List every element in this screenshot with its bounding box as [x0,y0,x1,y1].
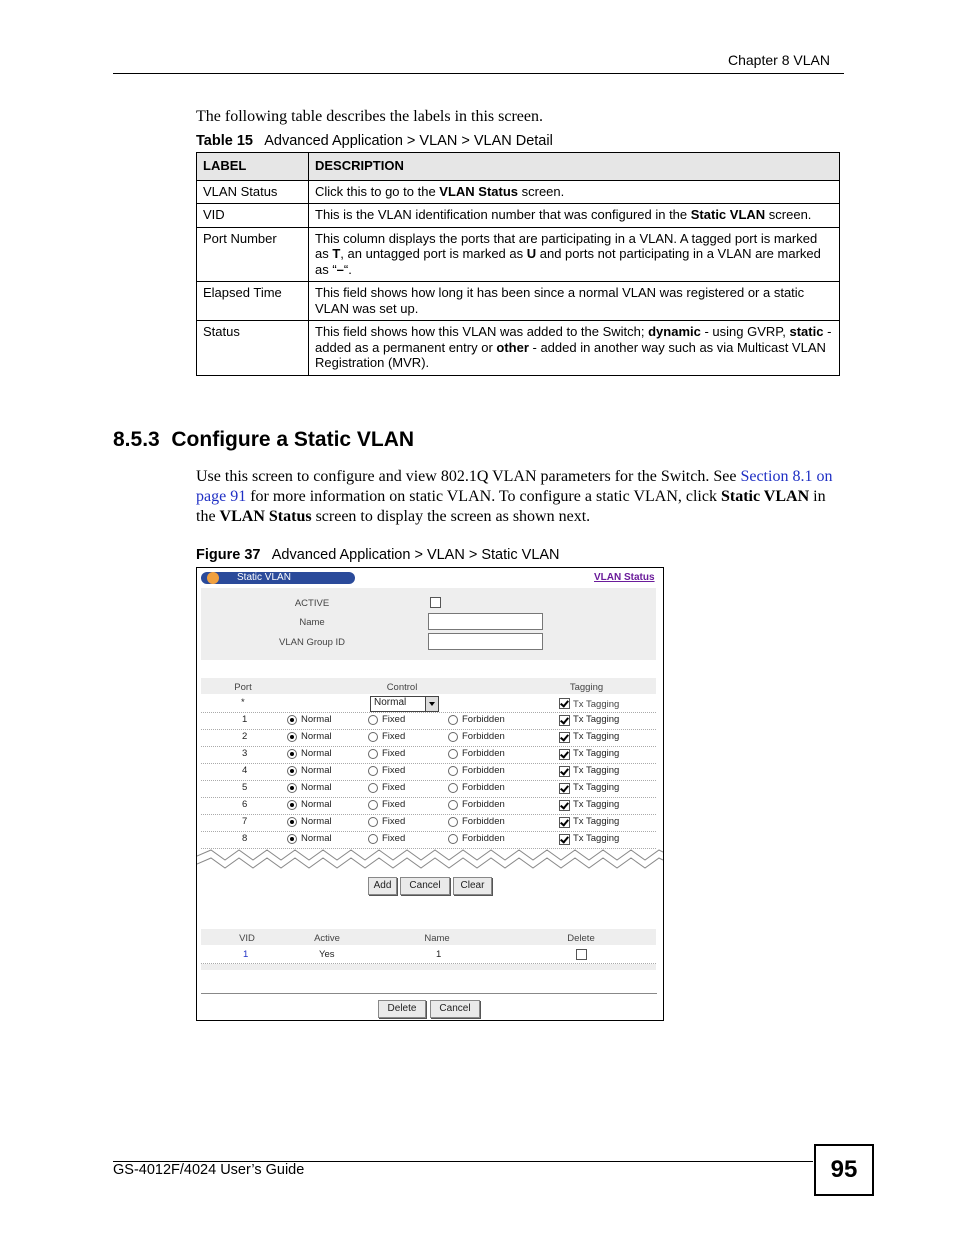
tx-tagging-checkbox[interactable] [559,800,570,811]
active-column-header: Active [314,933,340,944]
static-vlan-screenshot: Static VLAN VLAN Status ACTIVE Name VLAN Group ID Port Control Tagging * Normal Tx Tagging 1 Normal Fixed Forbidden Tx Tagging 2 Normal Fixed Forbidden Tx Tagging 3 Normal Fixed Forbidden Tx Tagging 4 Normal Fixed Forbidden Tx Tagging 5 Normal Fixed Forbidden Tx Tagging 6 Normal Fixed Forbidden Tx Tagging 7 Normal Fixed Forbidden Tx Tagging 8 Normal Fixed Forbidden Tx Tagging Add Cancel Clear VID Active Name Delete 1 Yes 1 Delete Cancel [196,567,664,1021]
forbidden-radio[interactable] [448,817,458,827]
normal-label: Normal [301,731,332,742]
fixed-label: Fixed [382,731,406,742]
control-select-all[interactable]: Normal [370,696,439,712]
description-table [196,152,840,376]
row-label: Port Number [197,227,309,282]
tx-tagging-checkbox[interactable] [559,732,570,743]
all-ports-row: * [201,695,656,713]
forbidden-radio[interactable] [448,732,458,742]
forbidden-label: Forbidden [462,731,505,742]
port-row [201,763,656,781]
figure-caption [196,547,560,563]
tagging-column-header: Tagging [569,682,604,693]
normal-label: Normal [301,748,332,759]
list-footer-bar [201,964,656,970]
tx-tagging-label: Tx Tagging [573,816,620,827]
active-label: ACTIVE [294,598,330,609]
delete-button[interactable]: Delete [378,1000,426,1018]
fixed-label: Fixed [382,748,406,759]
tx-tagging-label: Tx Tagging [573,731,620,742]
name-input[interactable] [428,613,543,630]
active-checkbox[interactable] [430,597,441,608]
forbidden-radio[interactable] [448,783,458,793]
port-number: 3 [242,748,248,759]
forbidden-label: Forbidden [462,816,505,827]
table-header-row [197,153,840,181]
forbidden-radio[interactable] [448,715,458,725]
normal-label: Normal [301,782,332,793]
add-button[interactable]: Add [368,877,397,895]
port-row [201,712,656,730]
cut-break-decoration [197,848,663,872]
fixed-label: Fixed [382,816,406,827]
vid-link[interactable]: 1 [243,949,249,960]
forbidden-radio[interactable] [448,749,458,759]
page-number: 95 [814,1144,874,1196]
header-label: LABEL [197,153,309,181]
delete-checkbox[interactable] [576,949,587,960]
tx-tagging-checkbox[interactable] [559,817,570,828]
port-row [201,797,656,815]
fixed-radio[interactable] [368,783,378,793]
normal-radio[interactable] [287,749,297,759]
row-label: VLAN Status [197,180,309,204]
port-number: 7 [242,816,248,827]
normal-label: Normal [301,833,332,844]
tx-tagging-label: Tx Tagging [573,765,620,776]
forbidden-label: Forbidden [462,748,505,759]
vlan-group-id-input[interactable] [428,633,543,650]
port-row [201,814,656,832]
body-paragraph: Use this screen to configure and view 802.1Q VLAN parameters for the Switch. See Section 8.1 on page 91 for more information on static VLAN. To configure a static VLAN, click Static VLAN in the VLAN Status screen to display the screen as shown next. [196,468,833,525]
cancel-list-button[interactable]: Cancel [430,1000,480,1018]
row-description: This field shows how long it has been since a normal VLAN was registered or a static VLAN was set up. [309,282,840,321]
tx-tagging-all-checkbox[interactable] [559,698,570,709]
fixed-label: Fixed [382,714,406,725]
table-row [197,321,840,376]
port-row [201,746,656,764]
table-caption-number: Table 15 [196,133,253,149]
normal-label: Normal [301,714,332,725]
table-row [197,204,840,228]
section-title: Configure a Static VLAN [171,428,415,451]
tx-tagging-checkbox[interactable] [559,715,570,726]
forbidden-label: Forbidden [462,782,505,793]
footer-guide-title: GS-4012F/4024 User’s Guide [113,1162,305,1178]
table-caption-text: Advanced Application > VLAN > VLAN Detail [264,133,553,149]
fixed-label: Fixed [382,782,406,793]
table-row [197,180,840,204]
cancel-button[interactable]: Cancel [400,877,450,895]
port-number: 6 [242,799,248,810]
normal-radio[interactable] [287,715,297,725]
fixed-radio[interactable] [368,817,378,827]
port-row [201,780,656,798]
port-row [201,729,656,747]
tx-tagging-checkbox[interactable] [559,783,570,794]
port-number: 5 [242,782,248,793]
figure-caption-text: Advanced Application > VLAN > Static VLAN [271,547,560,563]
table-caption [196,133,553,149]
vlan-group-id-label: VLAN Group ID [279,637,345,648]
section-link[interactable]: Section 8.1 on page 91 [196,468,833,505]
normal-label: Normal [301,799,332,810]
header-rule [113,73,844,74]
tx-tagging-label: Tx Tagging [573,833,620,844]
tx-tagging-label: Tx Tagging [573,782,620,793]
vid-column-header: VID [239,933,255,944]
name-label: Name [299,617,325,628]
forbidden-label: Forbidden [462,765,505,776]
fixed-radio[interactable] [368,732,378,742]
forbidden-radio[interactable] [448,834,458,844]
figure-caption-number: Figure 37 [196,547,261,563]
port-row [201,831,656,849]
fixed-label: Fixed [382,833,406,844]
fixed-radio[interactable] [368,766,378,776]
forbidden-radio[interactable] [448,800,458,810]
port-column-header: Port [234,682,252,693]
clear-button[interactable]: Clear [453,877,492,895]
name-value: 1 [436,949,442,960]
table-row [197,227,840,282]
normal-radio[interactable] [287,817,297,827]
normal-label: Normal [301,765,332,776]
section-number: 8.5.3 [113,428,160,451]
row-label: VID [197,204,309,228]
normal-radio[interactable] [287,834,297,844]
row-description: This column displays the ports that are participating in a VLAN. A tagged port is marked as T, an untagged port is marked as U and ports not participating in a VLAN are marked as “–“. [309,227,840,282]
normal-label: Normal [301,816,332,827]
title-orb-icon [207,572,219,584]
normal-radio[interactable] [287,783,297,793]
fixed-radio[interactable] [368,749,378,759]
active-value: Yes [319,949,335,960]
forbidden-label: Forbidden [462,799,505,810]
chapter-header: Chapter 8 VLAN [728,52,830,68]
normal-radio[interactable] [287,766,297,776]
row-label: Status [197,321,309,376]
port-number: 2 [242,731,248,742]
header-description: DESCRIPTION [309,153,840,181]
forbidden-radio[interactable] [448,766,458,776]
normal-radio[interactable] [287,732,297,742]
tx-tagging-label: Tx Tagging [573,714,620,725]
row-label: Elapsed Time [197,282,309,321]
screen-title-bar [201,572,355,584]
tx-tagging-checkbox[interactable] [559,834,570,845]
fixed-label: Fixed [382,765,406,776]
list-divider [201,993,657,994]
normal-radio[interactable] [287,800,297,810]
tx-tagging-checkbox[interactable] [559,749,570,760]
name-column-header: Name [424,933,450,944]
port-number: 1 [242,714,248,725]
port-number: 4 [242,765,248,776]
tx-tagging-checkbox[interactable] [559,766,570,777]
delete-column-header: Delete [567,933,595,944]
vlan-list-row [201,946,656,964]
fixed-radio[interactable] [368,834,378,844]
fixed-radio[interactable] [368,715,378,725]
tx-tagging-label: Tx Tagging [573,748,620,759]
section-heading [113,428,414,452]
control-column-header: Control [386,682,418,693]
row-description: Click this to go to the VLAN Status screen. [309,180,840,204]
port-number: 8 [242,833,248,844]
vlan-status-link[interactable]: VLAN Status [594,572,655,583]
forbidden-label: Forbidden [462,833,505,844]
tx-tagging-label: Tx Tagging [573,799,620,810]
screen-title: Static VLAN [237,572,291,583]
chevron-down-icon [425,697,438,711]
row-description: This is the VLAN identification number that was configured in the Static VLAN screen. [309,204,840,228]
row-description: This field shows how this VLAN was added to the Switch; dynamic - using GVRP, static - added as a permanent entry or other - added in another way such as via Multicast VLAN Registration (MVR). [309,321,840,376]
fixed-label: Fixed [382,799,406,810]
fixed-radio[interactable] [368,800,378,810]
table-row [197,282,840,321]
intro-text: The following table describes the labels in this screen. [196,108,544,125]
forbidden-label: Forbidden [462,714,505,725]
